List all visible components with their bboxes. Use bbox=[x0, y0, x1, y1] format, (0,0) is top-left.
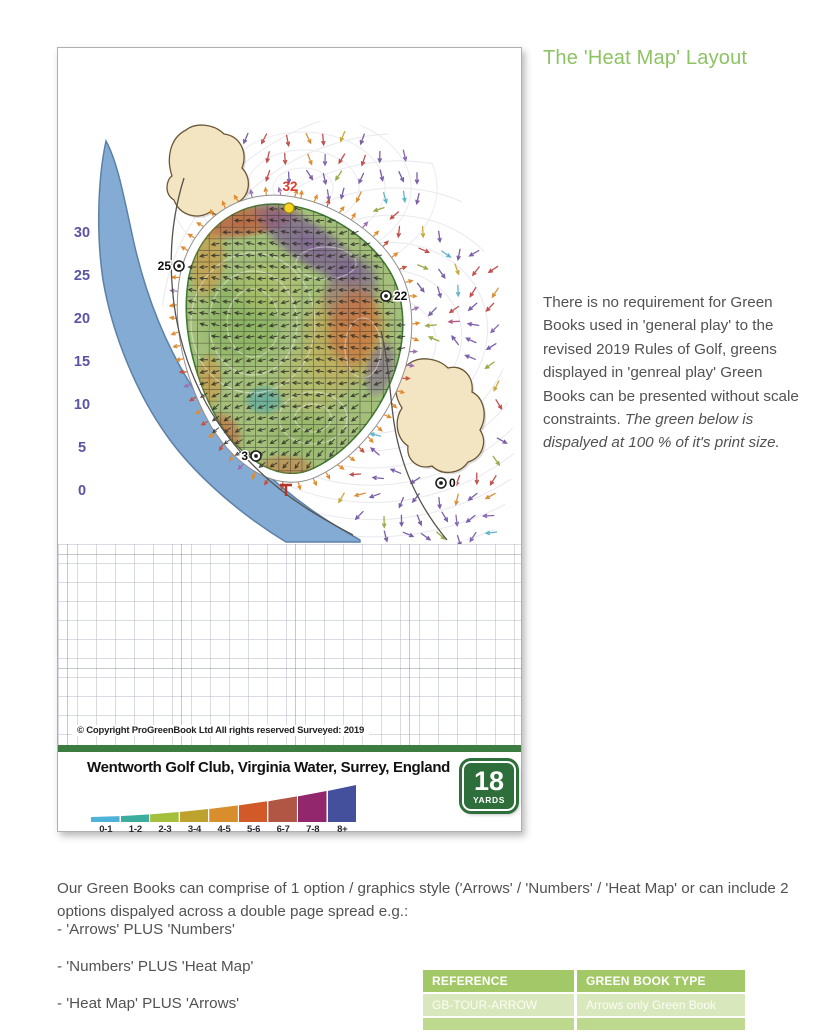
section-title: The 'Heat Map' Layout bbox=[543, 47, 748, 69]
legend-label: 6-7 bbox=[276, 824, 290, 835]
table-row-partial bbox=[423, 1018, 745, 1030]
legend-segment bbox=[209, 784, 238, 822]
legend-segment bbox=[121, 784, 150, 822]
hole-distance-badge bbox=[462, 761, 516, 811]
green-divider-bar bbox=[58, 745, 521, 752]
heat-map-green-figure bbox=[58, 48, 521, 544]
legend-label: 4-5 bbox=[217, 824, 231, 835]
club-name: Wentworth Golf Club, Virginia Water, Surrey, England bbox=[87, 759, 451, 776]
table-header-type: GREEN BOOK TYPE bbox=[577, 970, 745, 992]
yardage-label: 30 bbox=[73, 225, 91, 241]
yardage-label: 5 bbox=[77, 440, 87, 456]
table-cell: GB-TOUR-ARROW bbox=[423, 994, 574, 1016]
option-item: - 'Heat Map' PLUS 'Arrows' bbox=[57, 995, 240, 1012]
table-cell bbox=[423, 1018, 574, 1030]
table-cell bbox=[577, 1018, 745, 1030]
yardage-label: 10 bbox=[73, 397, 91, 413]
graph-paper-notes-area bbox=[58, 544, 521, 745]
distance-marker bbox=[158, 259, 184, 273]
legend-segment bbox=[180, 784, 209, 822]
yardage-label: 25 bbox=[73, 268, 91, 284]
yardage-label: 0 bbox=[77, 483, 87, 499]
badge-unit: YARDS bbox=[473, 794, 505, 805]
intro-paragraph bbox=[543, 291, 799, 455]
legend-segment bbox=[328, 784, 357, 822]
marker-label: 3 bbox=[241, 449, 248, 464]
table-body bbox=[423, 994, 745, 1016]
green-book-page-card bbox=[57, 47, 522, 835]
legend-label: 7-8 bbox=[306, 824, 320, 835]
option-item: - 'Arrows' PLUS 'Numbers' bbox=[57, 921, 235, 938]
legend-label: 8+ bbox=[337, 824, 348, 835]
legend-label: 1-2 bbox=[128, 824, 142, 835]
legend-segment bbox=[91, 784, 120, 822]
table-header-reference: REFERENCE bbox=[423, 970, 574, 992]
legend-label: 0-1 bbox=[99, 824, 113, 835]
hole-location-dot bbox=[284, 203, 294, 213]
legend-segment bbox=[239, 784, 268, 822]
table-cell: Arrows only Green Book bbox=[577, 994, 745, 1016]
intro-italic-text: The green below is dispalyed at 100 % of it's print size. bbox=[543, 411, 780, 452]
legend-labels bbox=[91, 822, 357, 835]
legend-label: 5-6 bbox=[247, 824, 261, 835]
bunker bbox=[396, 359, 484, 473]
copyright-line: © Copyright ProGreenBook Ltd All rights reserved Surveyed: 2019 bbox=[72, 725, 369, 736]
legend-segment bbox=[268, 784, 297, 822]
distance-marker bbox=[381, 289, 408, 303]
legend-color-ramp bbox=[91, 784, 357, 822]
yardage-label: 15 bbox=[73, 354, 91, 370]
yardage-label: 20 bbox=[73, 311, 91, 327]
options-paragraph: Our Green Books can comprise of 1 option / graphics style ('Arrows' / 'Numbers' / 'Heat Map' or can include 2 options dispalyed across a double page spread e.g.: bbox=[57, 880, 789, 921]
legend-label: 2-3 bbox=[158, 824, 172, 835]
yardage-scale bbox=[74, 225, 90, 499]
legend-segment bbox=[298, 784, 327, 822]
legend-label: 3-4 bbox=[187, 824, 202, 835]
distance-marker bbox=[436, 476, 456, 490]
badge-number: 18 bbox=[473, 765, 505, 796]
option-item: - 'Numbers' PLUS 'Heat Map' bbox=[57, 958, 254, 975]
marker-label: 22 bbox=[394, 289, 408, 304]
products-table bbox=[423, 970, 745, 1032]
marker-label: 0 bbox=[449, 476, 456, 491]
slope-scale-legend bbox=[91, 784, 357, 835]
marker-label: 25 bbox=[157, 259, 171, 274]
table-row bbox=[423, 994, 745, 1016]
legend-segment bbox=[150, 784, 179, 822]
card-footer bbox=[58, 752, 521, 835]
red-distance-label: 32 bbox=[282, 179, 298, 194]
intro-normal-text: There is no requirement for Green Books used in 'general play' to the revised 2019 Rules of Golf, greens displayed in 'genreal play' Green Books can be presented without scale constraints. bbox=[543, 294, 799, 429]
table-header-row bbox=[423, 970, 745, 992]
